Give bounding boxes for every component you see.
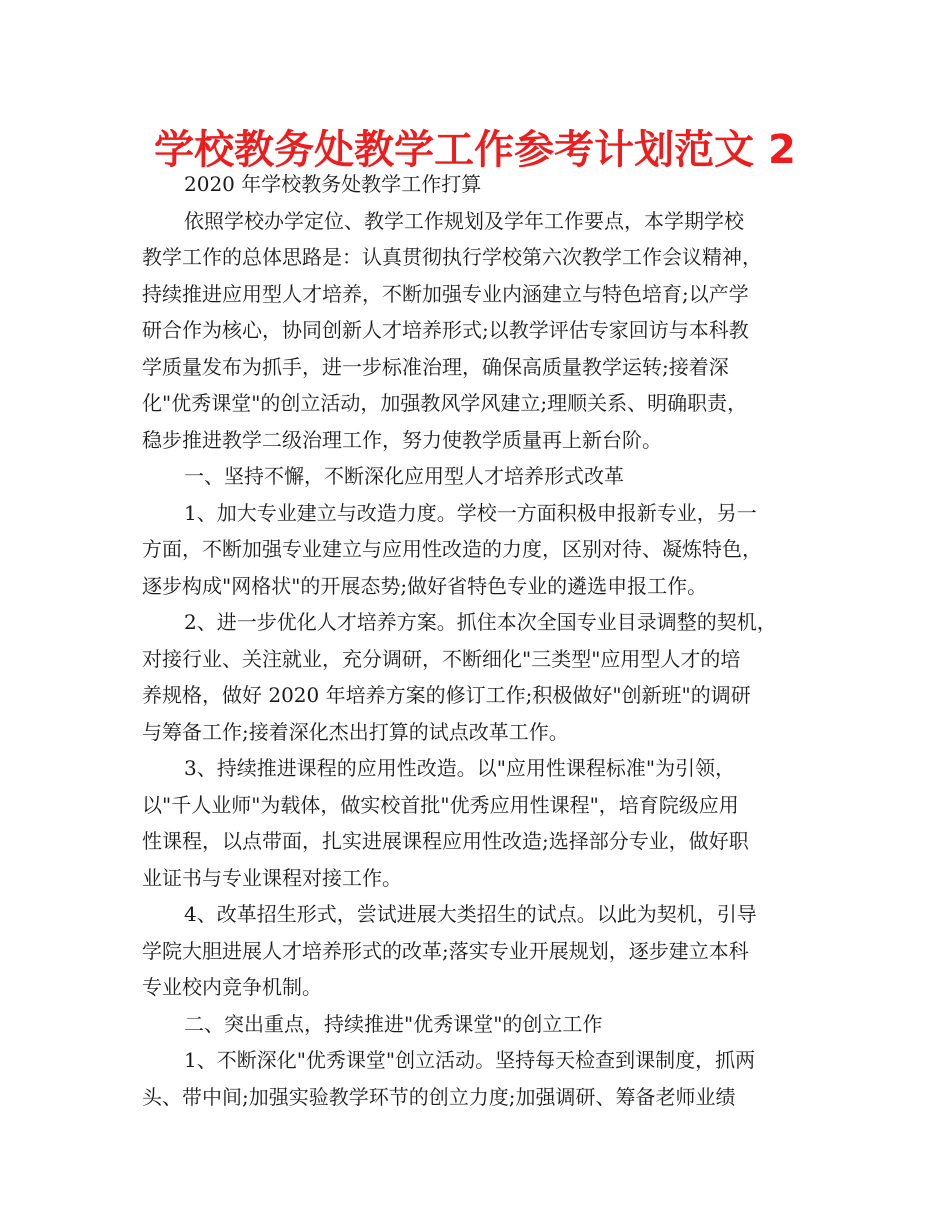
text-line: 养规格，做好 2020 年培养方案的修订工作;积极做好"创新班"的调研 [142, 683, 751, 707]
text-line: 头、带中间;加强实验教学环节的创立力度;加强调研、筹备老师业绩 [142, 1084, 736, 1109]
text-line: 以"千人业师"为载体，做实校首批"优秀应用性课程"，培育院级应用 [142, 792, 739, 817]
text-line: 依照学校办学定位、教学工作规划及学年工作要点，本学期学校 [184, 208, 744, 233]
text-line: 教学工作的总体思路是：认真贯彻执行学校第六次教学工作会议精神， [142, 245, 762, 269]
text-line: 2020 年学校教务处教学工作打算 [184, 172, 482, 196]
text-line: 与筹备工作;接着深化杰出打算的试点改革工作。 [142, 719, 569, 744]
text-line: 业证书与专业课程对接工作。 [142, 865, 402, 890]
text-line: 学质量发布为抓手，进一步标准治理，确保高质量教学运转;接着深 [142, 354, 729, 379]
text-line: 一、坚持不懈，不断深化应用型人才培养形式改革 [184, 464, 624, 488]
document-body [142, 166, 810, 1115]
document-title: 学校教务处教学工作参考计划范文 2 [154, 127, 796, 173]
text-line: 化"优秀课堂"的创立活动，加强教风学风建立;理顺关系、明确职责， [142, 391, 748, 415]
text-line: 逐步构成"网格状"的开展态势;做好省特色专业的遴选申报工作。 [142, 573, 708, 598]
text-line: 3、持续推进课程的应用性改造。以"应用性课程标准"为引领， [184, 756, 736, 780]
text-line: 持续推进应用型人才培养，不断加强专业内涵建立与特色培育;以产学 [142, 281, 749, 306]
text-line: 稳步推进教学二级治理工作，努力使教学质量再上新台阶。 [142, 427, 662, 452]
text-line: 1、加大专业建立与改造力度。学校一方面积极申报新专业，另一 [184, 500, 757, 525]
text-line: 学院大胆进展人才培养形式的改革;落实专业开展规划，逐步建立本科 [142, 938, 749, 963]
text-line: 对接行业、关注就业，充分调研，不断细化"三类型"应用型人才的培 [142, 646, 741, 671]
text-line: 1、不断深化"优秀课堂"创立活动。坚持每天检查到课制度，抓两 [184, 1048, 756, 1072]
text-line: 4、改革招生形式，尝试进展大类招生的试点。以此为契机，引导 [184, 902, 757, 926]
text-line: 研合作为核心，协同创新人才培养形式;以教学评估专家回访与本科教 [142, 318, 749, 342]
text-line: 专业校内竞争机制。 [142, 975, 322, 999]
text-line: 方面，不断加强专业建立与应用性改造的力度，区别对待、凝炼特色， [142, 537, 762, 561]
text-line: 2、进一步优化人才培养方案。抓住本次全国专业目录调整的契机， [184, 610, 777, 634]
text-line: 二、突出重点，持续推进"优秀课堂"的创立工作 [184, 1011, 603, 1036]
text-line: 性课程，以点带面，扎实进展课程应用性改造;选择部分专业，做好职 [142, 829, 749, 853]
